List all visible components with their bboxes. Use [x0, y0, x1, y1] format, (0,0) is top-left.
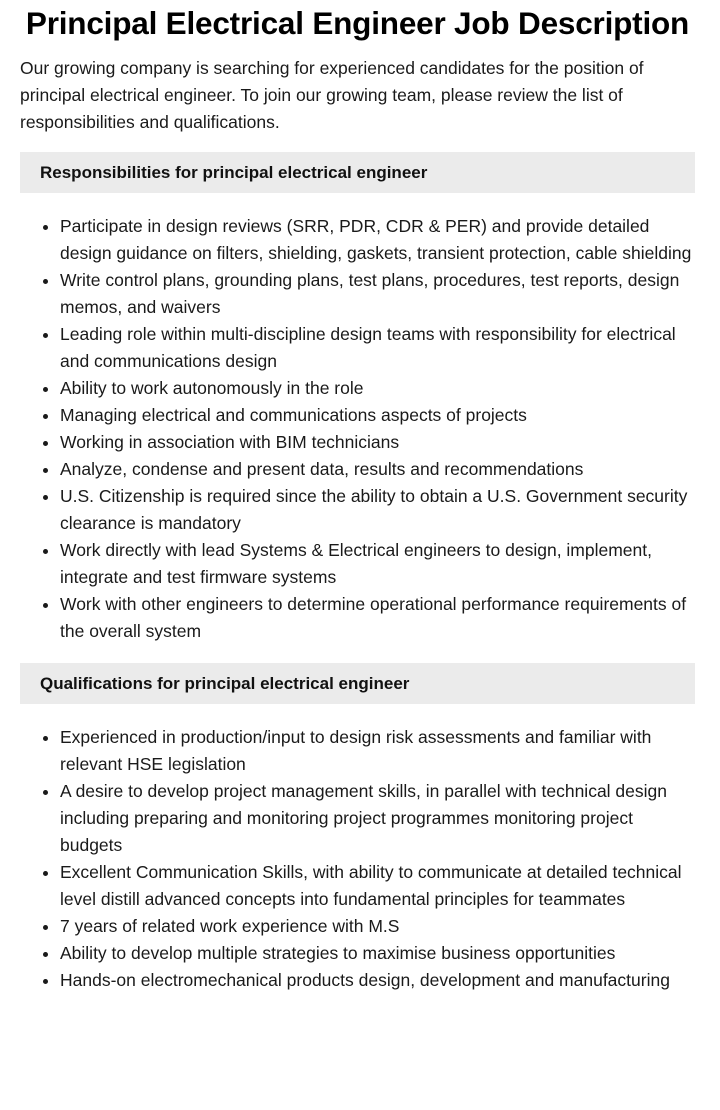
list-item: • U.S. Citizenship is required since the ability to obtain a U.S. Government security clearance is mandatory [60, 483, 695, 537]
page-title: Principal Electrical Engineer Job Description [25, 5, 690, 41]
list-item: • Excellent Communication Skills, with ability to communicate at detailed technical level distill advanced concepts into fundamental principles for teammates [60, 859, 695, 913]
list-item: • Leading role within multi-discipline design teams with responsibility for electrical and communications design [60, 321, 695, 375]
list-item: • Participate in design reviews (SRR, PDR, CDR & PER) and provide detailed design guidance on filters, shielding, gaskets, transient protection, cable shielding [60, 213, 695, 267]
list-item: • A desire to develop project management skills, in parallel with technical design including preparing and monitoring project programmes monitoring project budgets [60, 778, 695, 859]
list-item: • Experienced in production/input to design risk assessments and familiar with relevant HSE legislation [60, 724, 695, 778]
list-item: • Write control plans, grounding plans, test plans, procedures, test reports, design memos, and waivers [60, 267, 695, 321]
list-item: • Work with other engineers to determine operational performance requirements of the overall system [60, 591, 695, 645]
responsibilities-heading: Responsibilities for principal electrical engineer [20, 152, 695, 193]
list-item: • Ability to develop multiple strategies to maximise business opportunities [60, 940, 695, 967]
list-item: • Ability to work autonomously in the role [60, 375, 695, 402]
qualifications-list [20, 724, 695, 994]
list-item: • Hands-on electromechanical products design, development and manufacturing [60, 967, 695, 994]
responsibilities-list [20, 213, 695, 645]
list-item: • Working in association with BIM technicians [60, 429, 695, 456]
list-item: • 7 years of related work experience with M.S [60, 913, 695, 940]
list-item: • Work directly with lead Systems & Electrical engineers to design, implement, integrate and test firmware systems [60, 537, 695, 591]
list-item: • Managing electrical and communications aspects of projects [60, 402, 695, 429]
intro-paragraph: Our growing company is searching for experienced candidates for the position of principal electrical engineer. To join our growing team, please review the list of responsibilities and qualifications. [20, 58, 644, 132]
list-item: • Analyze, condense and present data, results and recommendations [60, 456, 695, 483]
qualifications-heading: Qualifications for principal electrical engineer [20, 663, 695, 704]
